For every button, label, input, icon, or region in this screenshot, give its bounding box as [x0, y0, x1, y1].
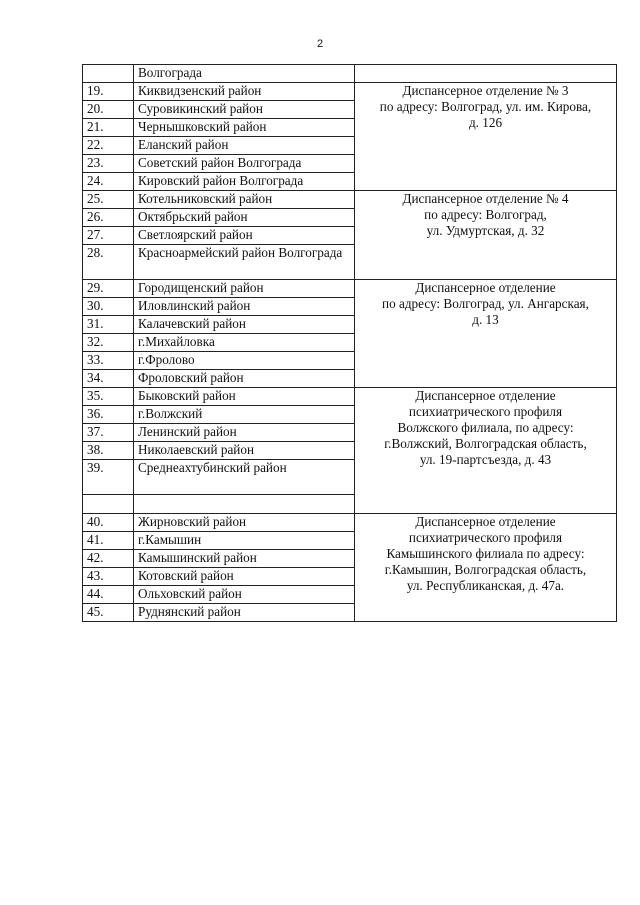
district-name: Кировский район Волгограда	[134, 173, 355, 191]
district-name: Камышинский район	[134, 550, 355, 568]
district-name: Еланский район	[134, 137, 355, 155]
department-address-line: Волжского филиала, по адресу:	[397, 420, 574, 435]
district-name: Калачевский район	[134, 316, 355, 334]
district-name: Красноармейский район Волгограда	[134, 245, 355, 280]
table-row	[83, 280, 617, 298]
department-address-line: д. 126	[468, 115, 503, 130]
row-number: 38.	[83, 442, 134, 460]
department-address	[355, 514, 617, 622]
row-number: 30.	[83, 298, 134, 316]
department-address-line: Диспансерное отделение	[415, 514, 556, 529]
department-address-line: ул. Республиканская, д. 47а.	[406, 578, 565, 593]
district-name: г.Камышин	[134, 532, 355, 550]
row-number: 45.	[83, 604, 134, 622]
row-number: 42.	[83, 550, 134, 568]
row-number: 40.	[83, 514, 134, 532]
row-number: 22.	[83, 137, 134, 155]
department-address-line: г.Волжский, Волгоградская область,	[384, 436, 587, 451]
department-address	[355, 83, 617, 191]
district-name: Иловлинский район	[134, 298, 355, 316]
district-name: г.Михайловка	[134, 334, 355, 352]
district-name: Фроловский район	[134, 370, 355, 388]
district-name: Быковский район	[134, 388, 355, 406]
department-address-line: психиатрического профиля	[408, 530, 563, 545]
table-row	[83, 83, 617, 101]
district-name: Котельниковский район	[134, 191, 355, 209]
table-row	[83, 65, 617, 83]
row-number: 21.	[83, 119, 134, 137]
row-number: 31.	[83, 316, 134, 334]
department-address-line: Диспансерное отделение	[415, 388, 556, 403]
department-address-line: д. 13	[472, 312, 499, 327]
row-number	[83, 495, 134, 514]
row-number: 43.	[83, 568, 134, 586]
district-name: Жирновский район	[134, 514, 355, 532]
row-number: 34.	[83, 370, 134, 388]
district-name: Светлоярский район	[134, 227, 355, 245]
district-name: Котовский район	[134, 568, 355, 586]
department-address-line: Диспансерное отделение № 4	[402, 191, 569, 206]
district-name: Ольховский район	[134, 586, 355, 604]
district-name: Суровикинский район	[134, 101, 355, 119]
district-name: Николаевский район	[134, 442, 355, 460]
row-number: 33.	[83, 352, 134, 370]
row-number: 25.	[83, 191, 134, 209]
row-number: 37.	[83, 424, 134, 442]
district-name: Волгограда	[134, 65, 355, 83]
department-address-line: г.Камышин, Волгоградская область,	[384, 562, 587, 577]
row-number: 41.	[83, 532, 134, 550]
row-number: 32.	[83, 334, 134, 352]
district-name: Киквидзенский район	[134, 83, 355, 101]
department-address-line: по адресу: Волгоград, ул. Ангарская,	[382, 296, 589, 311]
row-number: 26.	[83, 209, 134, 227]
department-address-line: по адресу: Волгоград,	[424, 207, 547, 222]
district-name: Советский район Волгограда	[134, 155, 355, 173]
department-cell	[355, 65, 617, 83]
row-number: 29.	[83, 280, 134, 298]
row-number: 44.	[83, 586, 134, 604]
row-number: 23.	[83, 155, 134, 173]
row-number: 20.	[83, 101, 134, 119]
row-number: 27.	[83, 227, 134, 245]
department-address	[355, 388, 617, 514]
table-row	[83, 191, 617, 209]
district-name: Чернышковский район	[134, 119, 355, 137]
department-address	[355, 191, 617, 280]
table-row	[83, 514, 617, 532]
row-number: 24.	[83, 173, 134, 191]
district-name: Городищенский район	[134, 280, 355, 298]
row-number: 35.	[83, 388, 134, 406]
row-number: 39.	[83, 460, 134, 495]
row-number: 28.	[83, 245, 134, 280]
department-address	[355, 280, 617, 388]
district-name: Руднянский район	[134, 604, 355, 622]
table-row	[83, 388, 617, 406]
row-number: 19.	[83, 83, 134, 101]
district-name: г.Фролово	[134, 352, 355, 370]
district-table	[82, 64, 617, 622]
district-name	[134, 495, 355, 514]
district-name: Ленинский район	[134, 424, 355, 442]
department-address-line: Камышинского филиала по адресу:	[386, 546, 585, 561]
department-address-line: психиатрического профиля	[408, 404, 563, 419]
department-address-line: ул. Удмуртская, д. 32	[426, 223, 545, 238]
district-name: Октябрьский район	[134, 209, 355, 227]
department-address-line: Диспансерное отделение № 3	[402, 83, 569, 98]
department-address-line: Диспансерное отделение	[415, 280, 556, 295]
row-number: 36.	[83, 406, 134, 424]
district-name: Среднеахтубинский район	[134, 460, 355, 495]
department-address-line: ул. 19-партсъезда, д. 43	[419, 452, 552, 467]
district-name: г.Волжский	[134, 406, 355, 424]
row-number	[83, 65, 134, 83]
page-number: 2	[316, 38, 324, 50]
department-address-line: по адресу: Волгоград, ул. им. Кирова,	[379, 99, 592, 114]
